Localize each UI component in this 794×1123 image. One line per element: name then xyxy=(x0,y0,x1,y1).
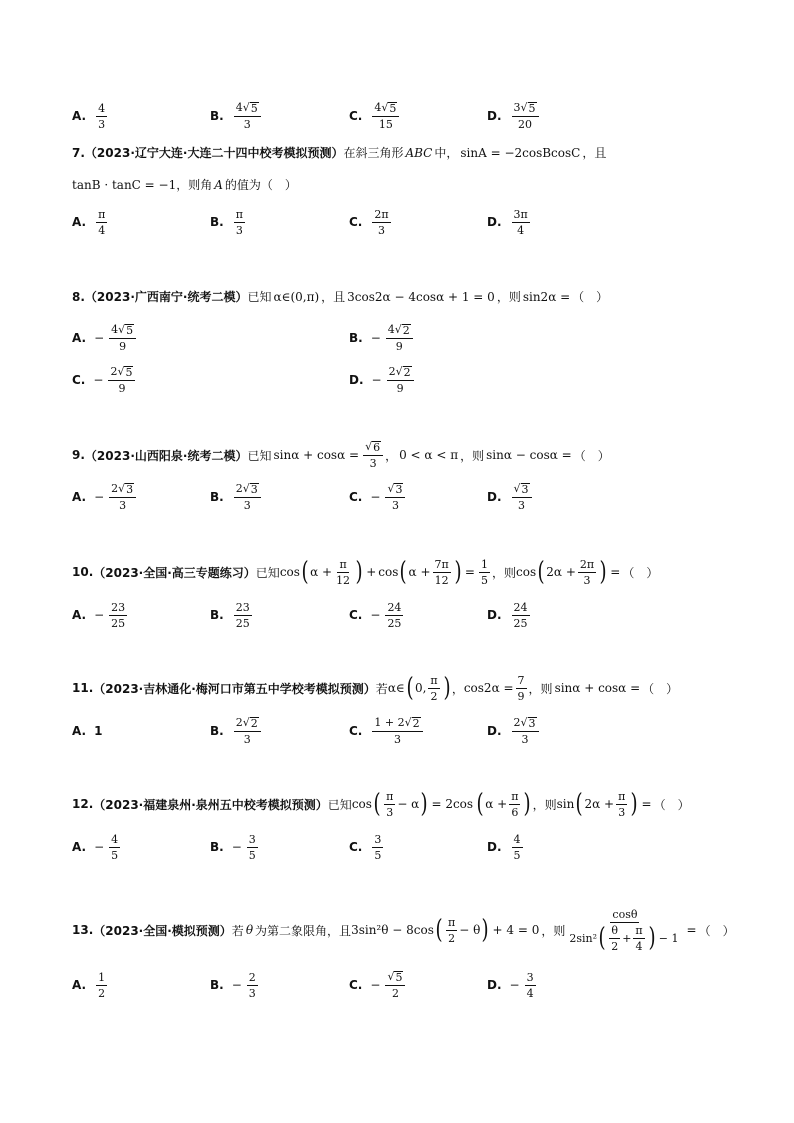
question-text: （ ） xyxy=(653,797,690,812)
question-text: ，则 xyxy=(491,565,516,580)
option-letter: B. xyxy=(210,840,224,854)
option-b xyxy=(349,318,415,358)
question-number: 7. xyxy=(72,145,85,160)
sign: − xyxy=(231,840,242,854)
math-expr: θ xyxy=(245,923,254,937)
math-expr: α∈ ( 0, $\frac{\pi}{2}$ ) xyxy=(387,673,451,703)
question-12 xyxy=(72,786,690,822)
question-source: （2023·全国·高三专题练习） xyxy=(93,565,256,580)
fraction: $\frac{23}{25}$ xyxy=(111,600,126,630)
option-b xyxy=(210,827,260,867)
fraction: $\frac{4}{5}$ xyxy=(513,832,521,862)
option-letter: D. xyxy=(487,724,502,738)
option-b xyxy=(210,202,247,242)
options-row-q11 xyxy=(0,711,794,751)
fraction: √ 6 3 xyxy=(363,441,383,469)
fraction: 2√ 3 3 xyxy=(512,717,539,745)
question-text: 已知 xyxy=(247,290,272,304)
option-letter: A. xyxy=(72,978,87,992)
options-row-q13 xyxy=(0,965,794,1005)
sign: − xyxy=(231,978,242,992)
fraction: 1 + 2√ 2 3 xyxy=(372,717,422,745)
option-letter: A. xyxy=(72,490,87,504)
question-text: （ ） xyxy=(573,448,610,463)
fraction: $\frac{3\pi}{4}$ xyxy=(513,207,528,237)
options-row-prev xyxy=(0,96,794,136)
math-expr: tanB · tanC = −1 xyxy=(72,177,177,192)
option-letter: D. xyxy=(487,215,502,229)
question-text: ，且 xyxy=(321,290,346,304)
question-text: （ ） xyxy=(622,565,659,580)
question-text: ，则 xyxy=(528,681,553,696)
option-b xyxy=(210,711,263,751)
option-letter: D. xyxy=(487,978,502,992)
option-letter: C. xyxy=(349,724,363,738)
question-source: （2023·山西阳泉·统考二模） xyxy=(84,448,248,463)
question-source: （2023·吉林通化·梅河口市第五中学校考模拟预测） xyxy=(93,681,376,696)
math-expr: cos ( 2α + $\frac{2\pi}{3}$ ) = xyxy=(516,557,621,587)
question-7-line2 xyxy=(72,176,297,193)
sign: − xyxy=(93,373,104,387)
option-letter: A. xyxy=(72,608,87,622)
option-letter: C. xyxy=(349,608,363,622)
fraction: $\frac{24}{25}$ xyxy=(513,600,528,630)
option-letter: D. xyxy=(487,608,502,622)
fraction: 2√ 2 9 xyxy=(387,366,414,394)
math-expr: sin2α = xyxy=(522,289,571,304)
question-text: （ ） xyxy=(642,681,679,696)
question-text: 的值为（ ） xyxy=(224,178,297,192)
fraction: $\frac{3}{5}$ xyxy=(248,832,256,862)
fraction: 2√ 3 3 xyxy=(109,483,136,511)
fraction: $\frac{4}{3}$ xyxy=(98,101,106,131)
question-number: 12. xyxy=(72,797,94,811)
options-row-q8-1 xyxy=(0,318,794,358)
option-letter: C. xyxy=(349,109,363,123)
fraction: 2√ 5 9 xyxy=(108,366,135,394)
math-expr: sinα − cosα = xyxy=(486,448,572,462)
option-letter: B. xyxy=(210,215,224,229)
option-d xyxy=(487,711,541,751)
option-letter: C. xyxy=(72,373,86,387)
fraction: 2√ 3 3 xyxy=(234,483,261,511)
fraction: $\frac{1}{2}$ xyxy=(98,970,106,1000)
fraction: 4√ 5 3 xyxy=(234,102,261,130)
fraction: 2√ 2 3 xyxy=(234,717,261,745)
sign: − xyxy=(509,978,520,992)
option-d xyxy=(487,965,538,1005)
fraction: $\frac{24}{25}$ xyxy=(387,600,402,630)
math-expr: sinA = −2cosBcosC xyxy=(460,145,581,160)
option-c xyxy=(349,965,407,1005)
question-text: 已知 xyxy=(247,448,272,463)
option-letter: B. xyxy=(210,978,224,992)
option-a xyxy=(72,96,109,136)
question-number: 8. xyxy=(72,289,85,304)
option-a xyxy=(72,202,109,242)
options-row-q7 xyxy=(0,202,794,242)
option-letter: C. xyxy=(349,490,363,504)
math-expr: sinα + cosα = xyxy=(273,448,360,462)
math-expr: cos ( α + $\frac{\pi}{12}$ ) + cos ( α + $\frac{7\pi}{12}$ ) = $\frac{1}{5}$ xyxy=(279,557,488,587)
option-value: 1 xyxy=(94,724,103,738)
math-expr: cos ( $\frac{\pi}{3}$ − α ) = 2cos ( α + $\frac{\pi}{6}$ ) xyxy=(351,789,532,819)
question-source: （2023·辽宁大连·大连二十四中校考模拟预测） xyxy=(84,146,344,160)
question-source: （2023·全国·模拟预测） xyxy=(93,923,232,938)
option-c xyxy=(349,595,405,635)
options-row-q8-2 xyxy=(0,360,794,400)
option-letter: B. xyxy=(349,331,363,345)
math-expr: 0 < α < π xyxy=(399,448,459,462)
option-letter: A. xyxy=(72,109,87,123)
option-c xyxy=(349,711,425,751)
option-letter: B. xyxy=(210,608,224,622)
fraction: $\frac{\pi}{3}$ xyxy=(235,207,243,237)
question-text: （ ） xyxy=(572,290,609,304)
question-text: ，则 xyxy=(496,290,521,304)
option-c xyxy=(72,360,137,400)
sign: − xyxy=(370,331,381,345)
fraction: 3√ 5 20 xyxy=(512,102,539,130)
math-expr: sin ( 2α + $\frac{\pi}{3}$ ) = xyxy=(556,789,652,819)
option-letter: A. xyxy=(72,840,87,854)
question-text: 中， xyxy=(434,146,459,160)
question-text: ， xyxy=(451,681,464,696)
math-expr: α∈(0,π) xyxy=(273,289,320,304)
option-d xyxy=(487,477,534,517)
option-a xyxy=(72,318,138,358)
question-9 xyxy=(72,438,610,472)
option-d xyxy=(349,360,416,400)
option-d xyxy=(487,202,532,242)
question-11 xyxy=(72,670,678,706)
option-d xyxy=(487,827,525,867)
options-row-q9 xyxy=(0,477,794,517)
question-text: 已知 xyxy=(327,797,352,812)
math-expr: 3cos2α − 4cosα + 1 = 0 xyxy=(347,289,495,304)
option-letter: B. xyxy=(210,724,224,738)
sign: − xyxy=(370,978,381,992)
option-letter: C. xyxy=(349,978,363,992)
fraction: √ 3 3 xyxy=(512,483,532,511)
option-b xyxy=(210,595,254,635)
option-letter: D. xyxy=(487,109,502,123)
sign: − xyxy=(94,490,105,504)
question-text: ，则 xyxy=(532,797,557,812)
math-expr: cos2α = $\frac{7}{9}$ xyxy=(463,673,525,703)
fraction: $\frac{3}{5}$ xyxy=(374,832,382,862)
question-number: 11. xyxy=(72,681,94,695)
sign: − xyxy=(370,490,381,504)
option-letter: A. xyxy=(72,331,87,345)
option-letter: D. xyxy=(349,373,364,387)
fraction: $\frac{23}{25}$ xyxy=(235,600,250,630)
math-expr: = xyxy=(686,923,697,937)
option-b xyxy=(210,96,263,136)
sign: − xyxy=(94,840,105,854)
option-letter: C. xyxy=(349,215,363,229)
options-row-q12 xyxy=(0,827,794,867)
math-expr: 3sin²θ − 8cos ( $\frac{\pi}{2}$ − θ ) + 4 = 0 xyxy=(351,915,540,945)
question-number: 10. xyxy=(72,565,94,579)
sign: − xyxy=(371,373,382,387)
option-d xyxy=(487,96,541,136)
fraction: √ 5 2 xyxy=(385,971,405,999)
fraction: √ 3 3 xyxy=(385,483,405,511)
question-number: 13. xyxy=(72,923,94,937)
question-number: 9. xyxy=(72,448,85,462)
option-a xyxy=(72,595,129,635)
option-d xyxy=(487,595,532,635)
option-b xyxy=(210,477,263,517)
option-a xyxy=(72,965,109,1005)
question-text: 若 xyxy=(231,923,244,938)
option-letter: D. xyxy=(487,840,502,854)
options-row-q10 xyxy=(0,595,794,635)
question-text: ，则角 xyxy=(176,178,213,192)
question-text: 若 xyxy=(375,681,388,696)
question-text: ， xyxy=(385,448,398,463)
question-source: （2023·福建泉州·泉州五中校考模拟预测） xyxy=(93,797,328,812)
option-c xyxy=(349,827,385,867)
option-a xyxy=(72,711,110,751)
question-10 xyxy=(72,554,658,590)
question-13 xyxy=(72,900,735,960)
option-letter: B. xyxy=(210,109,224,123)
sign: − xyxy=(94,608,105,622)
question-text: （ ） xyxy=(698,923,735,938)
question-text: 已知 xyxy=(255,565,280,580)
question-7 xyxy=(72,144,606,161)
option-c xyxy=(349,477,407,517)
fraction: $\frac{3}{4}$ xyxy=(526,970,534,1000)
question-text: 在斜三角形 xyxy=(343,146,404,160)
option-a xyxy=(72,827,122,867)
math-expr: sinα + cosα = xyxy=(554,681,641,695)
math-expr: A xyxy=(214,177,223,192)
option-letter: A. xyxy=(72,724,87,738)
option-b xyxy=(210,965,260,1005)
fraction: $\frac{\pi}{4}$ xyxy=(98,207,106,237)
fraction: $\frac{2\pi}{3}$ xyxy=(374,207,389,237)
option-c xyxy=(349,96,401,136)
fraction: 4√ 5 9 xyxy=(109,324,136,352)
question-source: （2023·广西南宁·统考二模） xyxy=(84,290,248,304)
option-letter: B. xyxy=(210,490,224,504)
question-text: ，则 xyxy=(541,923,566,938)
sign: − xyxy=(94,331,105,345)
question-text: 为第二象限角，且 xyxy=(255,923,352,938)
option-c xyxy=(349,202,393,242)
option-letter: A. xyxy=(72,215,87,229)
fraction: cosθ 2sin² ( $\frac{\theta}{2}$ + $\frac{\pi}{4}$ ) − 1 xyxy=(569,907,679,953)
fraction: 4√ 2 9 xyxy=(386,324,413,352)
option-letter: C. xyxy=(349,840,363,854)
question-text: ，且 xyxy=(582,146,607,160)
question-8 xyxy=(72,288,608,305)
fraction: 4√ 5 15 xyxy=(372,102,399,130)
question-text: ，则 xyxy=(460,448,485,463)
fraction: $\frac{4}{5}$ xyxy=(111,832,119,862)
sign: − xyxy=(370,608,381,622)
option-a xyxy=(72,477,138,517)
math-expr: ABC xyxy=(405,145,433,160)
fraction: $\frac{2}{3}$ xyxy=(248,970,256,1000)
option-letter: D. xyxy=(487,490,502,504)
